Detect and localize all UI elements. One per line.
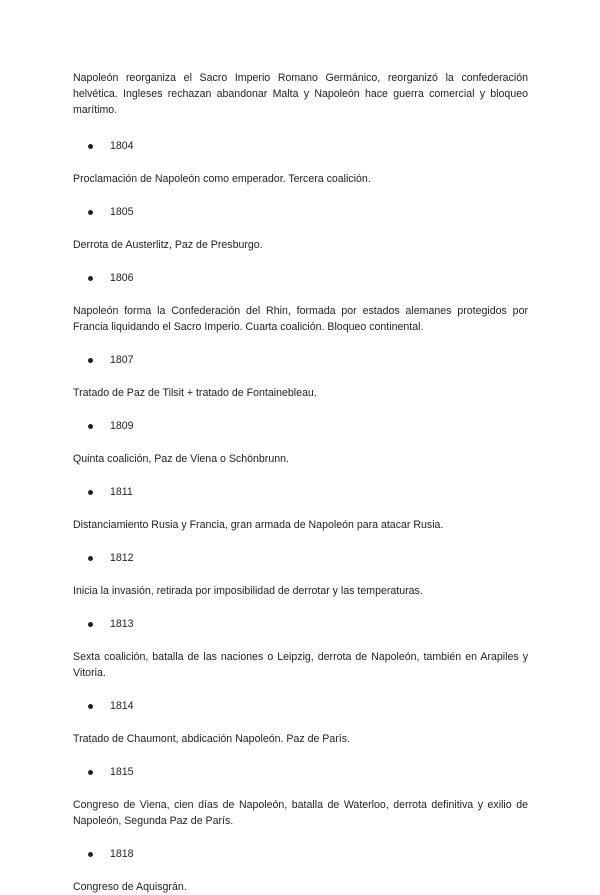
entry-paragraph: Sexta coalición, batalla de las naciones o Leipzig, derrota de Napoleón, también en Arapiles y Vitoria. — [73, 651, 528, 679]
bullet-icon — [88, 852, 93, 857]
intro-paragraph: Napoleón reorganiza el Sacro Imperio Romano Germánico, reorganizó la confederación helvética. Ingleses rechazan abandonar Malta y Napoleón hace guerra comercial y bloqueo marítimo. — [73, 72, 528, 116]
year-label: 1818 — [110, 848, 134, 860]
entry-paragraph: Proclamación de Napoleón como emperador. Tercera coalición. — [73, 173, 371, 185]
entry-paragraph: Tratado de Paz de Tilsit + tratado de Fontainebleau. — [73, 387, 317, 399]
year-label: 1804 — [110, 140, 134, 152]
entry-paragraph: Inicia la invasión, retirada por imposibilidad de derrotar y las temperaturas. — [73, 585, 423, 597]
bullet-icon — [88, 210, 93, 215]
entry-paragraph: Derrota de Austerlitz, Paz de Presburgo. — [73, 239, 263, 251]
year-label: 1811 — [110, 486, 133, 498]
bullet-icon — [88, 556, 93, 561]
year-label: 1814 — [110, 700, 134, 712]
entry-paragraph: Congreso de Viena, cien días de Napoleón, batalla de Waterloo, derrota definitiva y exilio de Napoleón, Segunda Paz de París. — [73, 799, 528, 827]
year-label: 1806 — [110, 272, 134, 284]
year-list-item — [88, 550, 528, 566]
year-label: 1805 — [110, 206, 134, 218]
entry-paragraph: Napoleón forma la Confederación del Rhin, formada por estados alemanes protegidos por Francia liquidando el Sacro Imperio. Cuarta coalición. Bloqueo continental. — [73, 305, 528, 333]
bullet-icon — [88, 622, 93, 627]
entry-paragraph: Congreso de Aquisgrán. — [73, 881, 187, 893]
entry-paragraph: Distanciamiento Rusia y Francia, gran armada de Napoleón para atacar Rusia. — [73, 519, 444, 531]
year-label: 1812 — [110, 552, 134, 564]
document-page — [73, 70, 528, 895]
bullet-icon — [88, 276, 93, 281]
bullet-icon — [88, 704, 93, 709]
bullet-icon — [88, 358, 93, 363]
year-list-item — [88, 204, 528, 220]
year-label: 1809 — [110, 420, 134, 432]
year-list-item — [88, 846, 528, 862]
year-list-item — [88, 270, 528, 286]
bullet-icon — [88, 424, 93, 429]
year-label: 1813 — [110, 618, 134, 630]
year-list-item — [88, 764, 528, 780]
bullet-icon — [88, 144, 93, 149]
year-list-item — [88, 418, 528, 434]
year-list-item — [88, 698, 528, 714]
year-list-item — [88, 138, 528, 154]
year-list-item — [88, 484, 528, 500]
entry-paragraph: Quinta coalición, Paz de Viena o Schönbrunn. — [73, 453, 289, 465]
bullet-icon — [88, 770, 93, 775]
bullet-icon — [88, 490, 93, 495]
entry-paragraph: Tratado de Chaumont, abdicación Napoleón. Paz de París. — [73, 733, 350, 745]
year-list-item — [88, 352, 528, 368]
year-label: 1807 — [110, 354, 134, 366]
year-label: 1815 — [110, 766, 134, 778]
year-list-item — [88, 616, 528, 632]
